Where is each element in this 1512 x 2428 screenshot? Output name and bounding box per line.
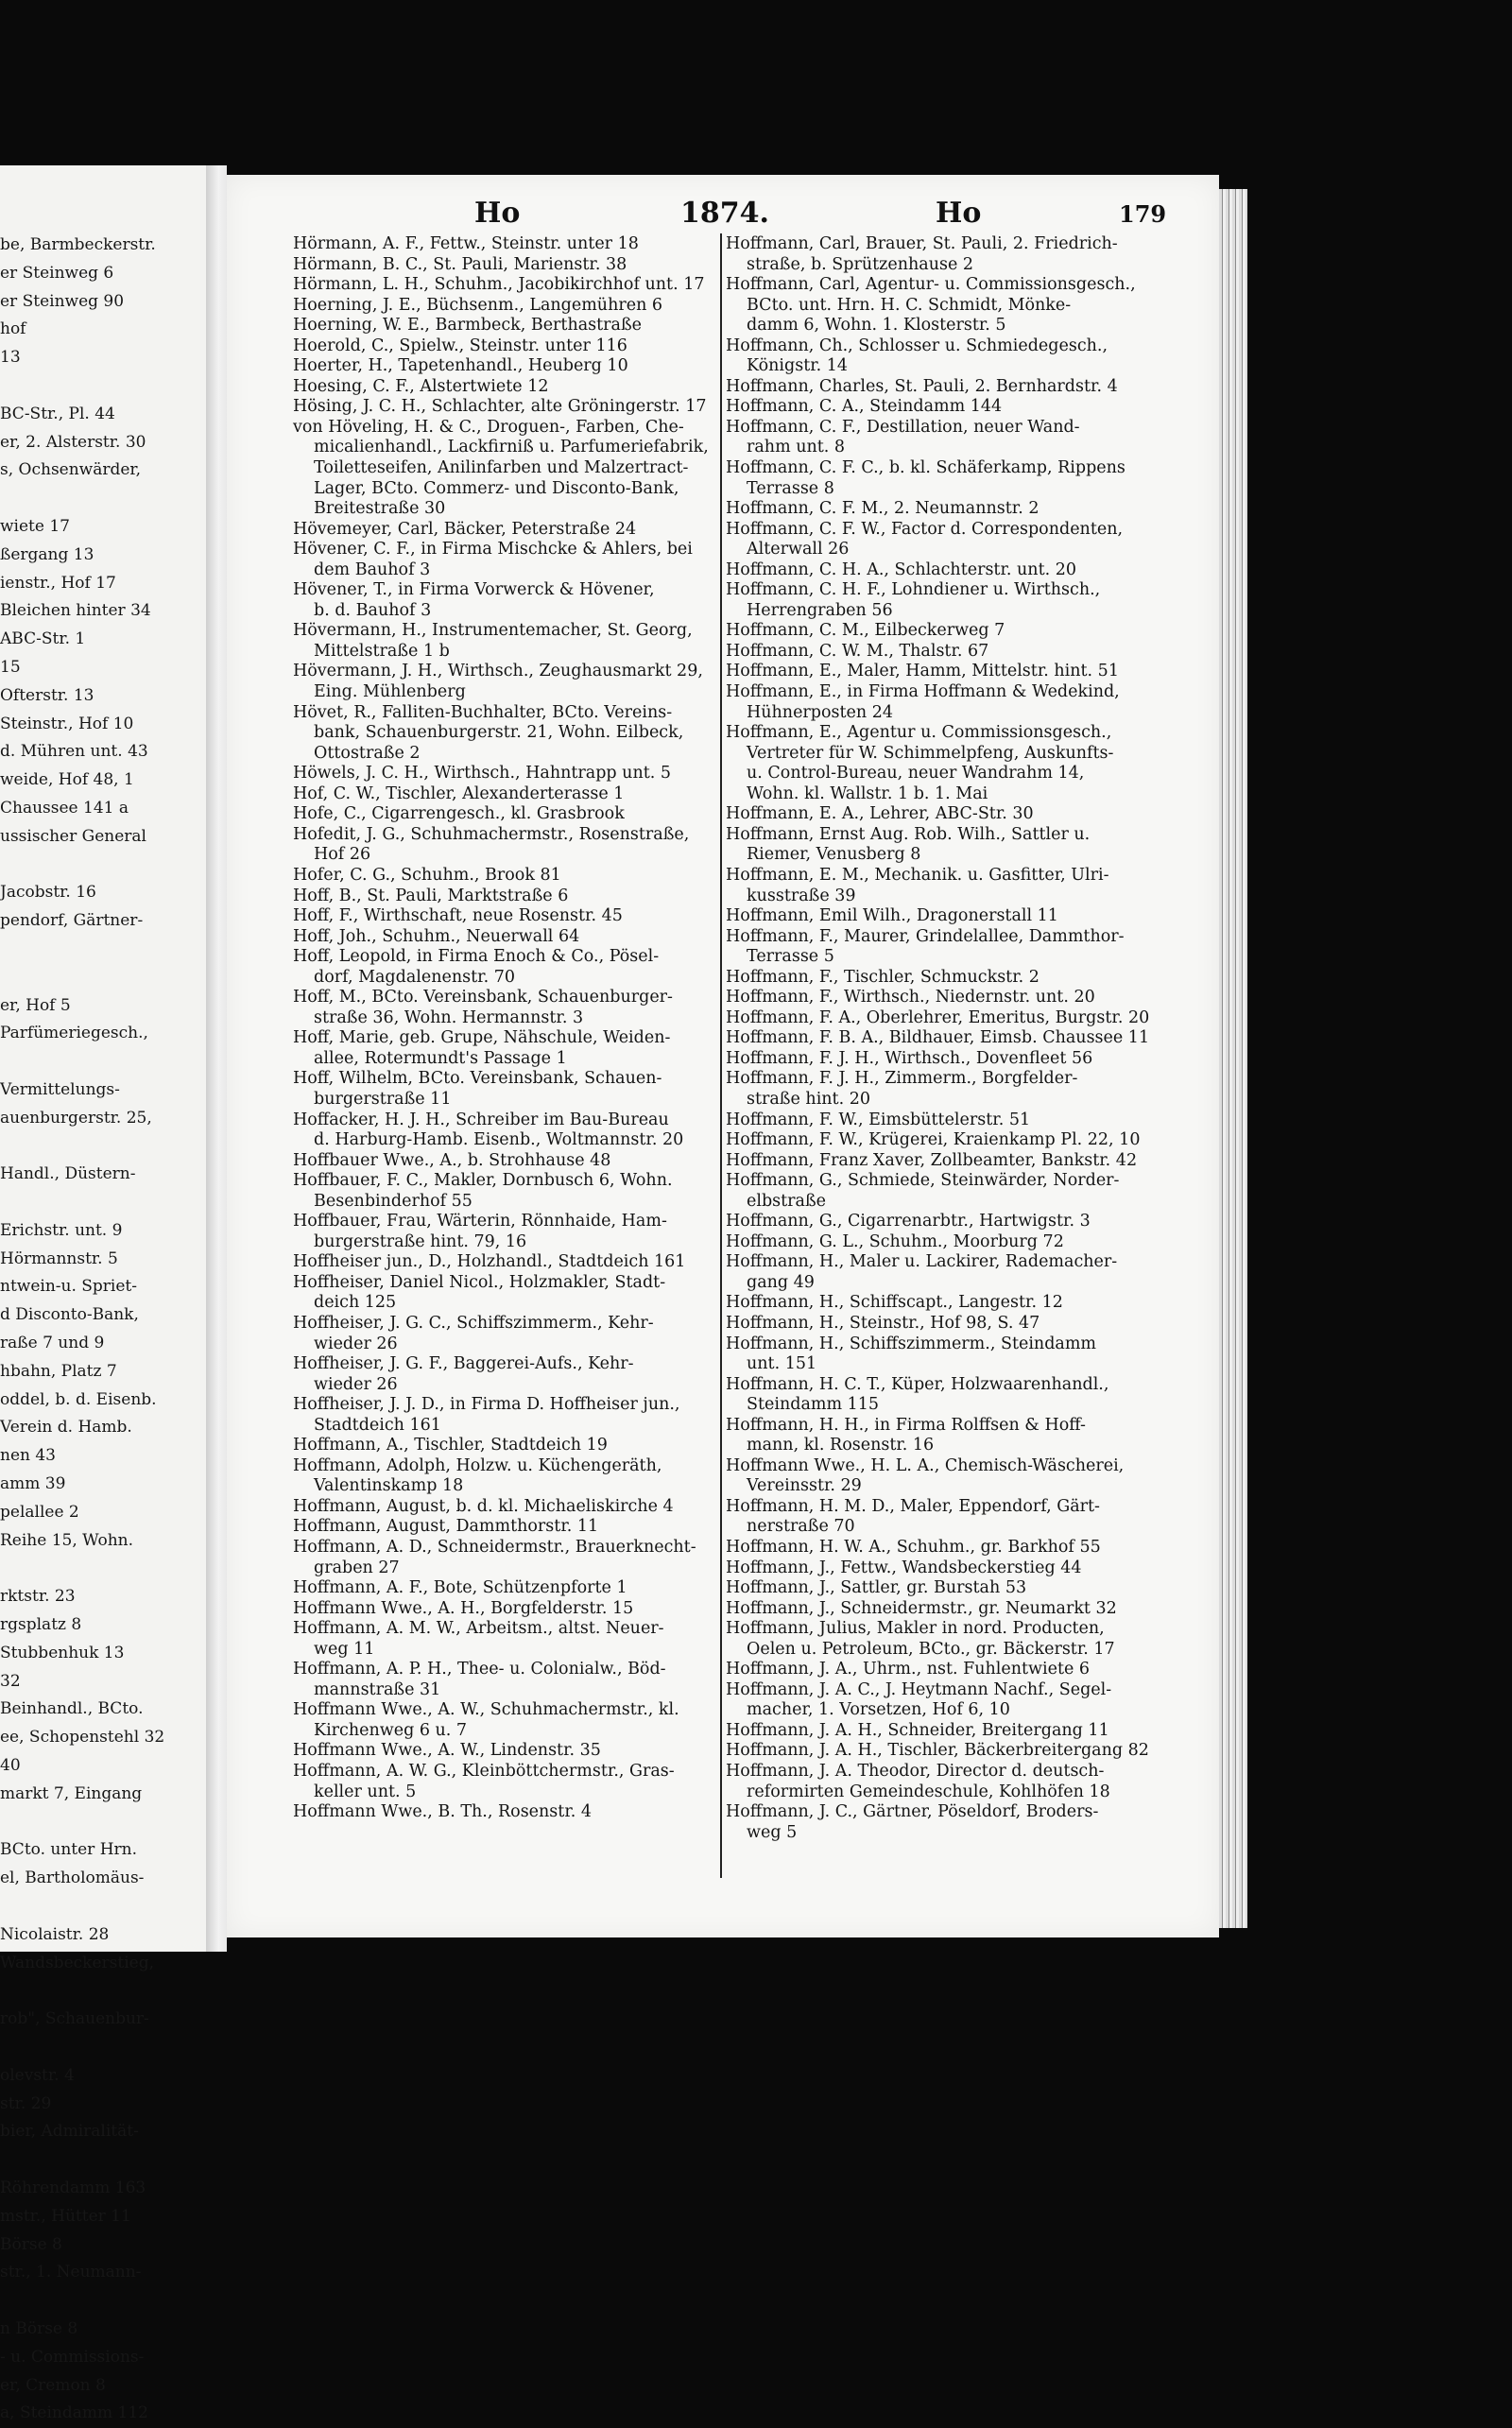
fragment-line — [0, 2287, 203, 2316]
book-gutter — [206, 165, 227, 1952]
previous-page-fragment — [0, 165, 208, 2423]
directory-entry-line: Hoffmann, August, Dammthorstr. 11 — [293, 1517, 599, 1537]
directory-entry-line: Hoffmann, Ernst Aug. Rob. Wilh., Sattler u. — [726, 824, 1091, 844]
fragment-line: d Disconto-Bank, — [0, 1305, 139, 1325]
fragment-line: Bleichen hinter 34 — [0, 601, 151, 621]
page-number: 179 — [1119, 200, 1167, 228]
directory-entry-line: mannstraße 31 — [314, 1679, 441, 1699]
directory-entry-line: Hoffmann, J., Fettw., Wandsbeckerstieg 44 — [726, 1558, 1082, 1577]
directory-entry-line: burgerstraße 11 — [314, 1089, 452, 1109]
directory-entry-line: bank, Schauenburgerstr. 21, Wohn. Eilbeck, — [314, 723, 684, 743]
fragment-line: 32 — [0, 1671, 21, 1691]
directory-entry-line: Hoffmann, A. M. W., Arbeitsm., altst. Neuer- — [293, 1619, 664, 1639]
directory-entry-line: Hoff, M., BCto. Vereinsbank, Schauenburger- — [293, 988, 673, 1007]
directory-entry-line: Kirchenweg 6 u. 7 — [314, 1720, 468, 1740]
directory-entry-line: Hoffmann, F. J. H., Zimmerm., Borgfelder- — [726, 1069, 1078, 1089]
fragment-line: n Börse 8 — [0, 2318, 78, 2338]
fragment-line: str. 29 — [0, 2093, 52, 2113]
fragment-line: er, 2. Alsterstr. 30 — [0, 432, 146, 452]
directory-entry-line: Hoerning, W. E., Barmbeck, Berthastraße — [293, 316, 643, 336]
fragment-line: ussischer General — [0, 826, 146, 846]
directory-entry-line: Hoffmann, C. H. F., Lohndiener u. Wirthsch., — [726, 580, 1101, 600]
fragment-line — [0, 936, 203, 964]
fragment-line: Röhrendamm 163 — [0, 2178, 146, 2197]
directory-entry-line: Hoffmann, E., Agentur u. Commissionsgesch., — [726, 723, 1112, 743]
fragment-line: markt 7, Eingang — [0, 1783, 143, 1803]
directory-entry-line: Hövener, T., in Firma Vorwerck & Hövener, — [293, 580, 655, 600]
directory-entry-line: b. d. Bauhof 3 — [314, 600, 432, 620]
directory-entry-line: Alterwall 26 — [747, 540, 850, 560]
directory-entry-line: Eing. Mühlenberg — [314, 682, 466, 702]
directory-entry-line: nerstraße 70 — [747, 1517, 855, 1537]
stacked-page-edges — [1219, 189, 1247, 1928]
directory-entry-line: Hoffmann, J. A. H., Schneider, Breitergang 11 — [726, 1720, 1109, 1740]
directory-entry-line: Hoffheiser, Daniel Nicol., Holzmakler, Stadt- — [293, 1272, 666, 1292]
directory-entry-line: BCto. unt. Hrn. H. C. Schmidt, Mönke- — [747, 295, 1072, 315]
fragment-line: ienstr., Hof 17 — [0, 573, 116, 593]
directory-entry-line: Hoffmann, F. B. A., Bildhauer, Eimsb. Chaussee 11 — [726, 1028, 1150, 1048]
directory-entry-line: reformirten Gemeindeschule, Kohlhöfen 18 — [747, 1782, 1110, 1801]
fragment-line: ntwein-u. Spriet- — [0, 1277, 138, 1297]
directory-entry-line: Hofedit, J. G., Schuhmachermstr., Rosenstraße, — [293, 824, 690, 844]
directory-entry-line: deich 125 — [314, 1293, 397, 1313]
directory-entry-line: Hövener, C. F., in Firma Mischcke & Ahlers, bei — [293, 540, 693, 560]
fragment-line: olevstr. 4 — [0, 2065, 75, 2085]
directory-entry-line: Hoffbauer, Frau, Wärterin, Rönnhaide, Ham- — [293, 1212, 667, 1231]
directory-entry-line: unt. 151 — [747, 1354, 817, 1374]
directory-entry-line: Hoffmann, C. W. M., Thalstr. 67 — [726, 641, 989, 661]
directory-entry-line: Hoffmann, August, b. d. kl. Michaeliskirche 4 — [293, 1496, 674, 1516]
directory-entry-line: Hoffmann, Carl, Brauer, St. Pauli, 2. Friedrich- — [726, 234, 1118, 253]
directory-entry-line: Hoffmann, G., Schmiede, Steinwärder, Norder- — [726, 1171, 1120, 1191]
fragment-line: Nicolaistr. 28 — [0, 1924, 110, 1944]
directory-entry-line: d. Harburg-Hamb. Eisenb., Woltmannstr. 20 — [314, 1130, 684, 1150]
directory-entry-line: Hövet, R., Falliten-Buchhalter, BCto. Vereins- — [293, 702, 673, 722]
fragment-line — [0, 1048, 203, 1076]
directory-entry-line: Oelen u. Petroleum, BCto., gr. Bäckerstr. 17 — [747, 1639, 1115, 1659]
directory-entry-line: weg 11 — [314, 1639, 375, 1659]
fragment-line: nen 43 — [0, 1446, 56, 1466]
fragment-line: Stubbenhuk 13 — [0, 1643, 125, 1662]
column-divider — [720, 233, 722, 1878]
directory-entry-line: dem Bauhof 3 — [314, 560, 431, 579]
fragment-line — [0, 1133, 203, 1162]
directory-entry-line: Hoffmann, E. M., Mechanik. u. Gasfitter, Ulri- — [726, 865, 1109, 885]
fragment-line: a, Steindamm 112 — [0, 2403, 148, 2423]
fragment-line: Parfümeriegesch., — [0, 1024, 148, 1043]
previous-page-lines — [0, 232, 203, 2428]
directory-entry-line: allee, Rotermundt's Passage 1 — [314, 1048, 567, 1068]
fragment-line: str., 1. Neumann- — [0, 2263, 142, 2282]
fragment-line: er Steinweg 90 — [0, 291, 125, 311]
directory-entry-line: Hoffbauer Wwe., A., b. Strohhause 48 — [293, 1150, 611, 1170]
directory-entry-line: Hoffmann, C. F. C., b. kl. Schäferkamp, Rippens — [726, 458, 1125, 478]
directory-entry-line: Hoffmann, J. A. C., J. Heytmann Nachf., Segel- — [726, 1679, 1112, 1699]
directory-entry-line: mann, kl. Rosenstr. 16 — [747, 1436, 935, 1455]
directory-entry-line: Besenbinderhof 55 — [314, 1191, 472, 1211]
directory-entry-line: Hoffmann, Carl, Agentur- u. Commissionsgesch., — [726, 275, 1136, 295]
directory-entry-line: Hoffmann, J. A. H., Tischler, Bäckerbreitergang 82 — [726, 1741, 1149, 1761]
fragment-line — [0, 1977, 203, 2006]
directory-entry-line: Hoffheiser, J. J. D., in Firma D. Hoffheiser jun., — [293, 1395, 680, 1415]
fragment-line: er Steinweg 6 — [0, 263, 114, 283]
directory-entry-line: Hoffmann, F., Tischler, Schmuckstr. 2 — [726, 967, 1040, 987]
directory-entry-line: Hoffmann, H., Maler u. Lackirer, Rademacher- — [726, 1252, 1118, 1272]
fragment-line: wiete 17 — [0, 516, 70, 536]
directory-entry-line: Hoffmann, A. D., Schneidermstr., Brauerknecht- — [293, 1538, 696, 1557]
fragment-line: Vermittelungs- — [0, 1079, 120, 1099]
directory-entry-line: Hoffmann, H., Schiffszimmerm., Steindamm — [726, 1334, 1097, 1353]
fragment-line: pelallee 2 — [0, 1502, 79, 1522]
directory-entry-line: Hörmann, B. C., St. Pauli, Marienstr. 38 — [293, 254, 627, 274]
directory-entry-line: Hoffmann Wwe., H. L. A., Chemisch-Wäscherei, — [726, 1455, 1125, 1475]
fragment-line: Steinstr., Hof 10 — [0, 714, 134, 733]
directory-entry-line: Hoffacker, H. J. H., Schreiber im Bau-Bureau — [293, 1110, 669, 1129]
directory-entry-line: Hoffmann, F., Maurer, Grindelallee, Dammthor- — [726, 926, 1125, 946]
directory-entry-line: Ottostraße 2 — [314, 743, 421, 763]
directory-entry-line: u. Control-Bureau, neuer Wandrahm 14, — [747, 764, 1085, 784]
directory-entry-line: Hoffmann, A., Tischler, Stadtdeich 19 — [293, 1436, 608, 1455]
directory-entry-line: Hoffmann, A. W. G., Kleinböttchermstr., Gras- — [293, 1762, 675, 1782]
directory-entry-line: damm 6, Wohn. 1. Klosterstr. 5 — [747, 316, 1006, 336]
directory-entry-line: Hoffmann, H. H., in Firma Rolffsen & Hoff- — [726, 1415, 1086, 1435]
directory-entry-line: Hofer, C. G., Schuhm., Brook 81 — [293, 865, 561, 885]
running-head-left: Ho — [474, 197, 521, 230]
directory-entry-line: Hoffmann Wwe., A. W., Schuhmachermstr., kl. — [293, 1700, 679, 1720]
fragment-line: oddel, b. d. Eisenb. — [0, 1389, 157, 1409]
fragment-line: Ofterstr. 13 — [0, 685, 94, 705]
directory-entry-line: Hösing, J. C. H., Schlachter, alte Gröningerstr. 17 — [293, 397, 707, 417]
directory-entry-line: Toiletteseifen, Anilinfarben und Malzertract- — [314, 458, 689, 478]
directory-entry-line: keller unt. 5 — [314, 1782, 417, 1801]
directory-entry-line: Hoffmann, C. M., Eilbeckerweg 7 — [726, 621, 1005, 641]
directory-entry-line: Hof, C. W., Tischler, Alexanderterasse 1 — [293, 784, 625, 803]
running-head-year: 1874. — [680, 197, 769, 230]
directory-entry-line: Hoff, F., Wirthschaft, neue Rosenstr. 45 — [293, 906, 623, 926]
directory-entry-line: Hoffmann, C. F. W., Factor d. Correspondenten, — [726, 519, 1124, 539]
directory-entry-line: Hoffmann, J. A. Theodor, Director d. deutsch- — [726, 1762, 1105, 1782]
fragment-line: Chaussee 141 a — [0, 798, 129, 818]
fragment-line: ßergang 13 — [0, 544, 94, 564]
fragment-line: Beinhandl., BCto. — [0, 1699, 144, 1719]
directory-entry-line: Hoerning, J. E., Büchsenm., Langemühren 6 — [293, 295, 663, 315]
directory-entry-line: Hoffmann, J. C., Gärtner, Pöseldorf, Broders- — [726, 1802, 1099, 1822]
fragment-line: Jacobstr. 16 — [0, 883, 96, 903]
directory-entry-line: Herrengraben 56 — [747, 600, 893, 620]
directory-entry-line: Hövemeyer, Carl, Bäcker, Peterstraße 24 — [293, 519, 637, 539]
fragment-line — [0, 372, 203, 401]
directory-entry-line: Hoffmann, F. W., Krügerei, Kraienkamp Pl. 22, 10 — [726, 1130, 1141, 1150]
fragment-line: 40 — [0, 1756, 21, 1776]
directory-entry-line: gang 49 — [747, 1272, 815, 1292]
directory-entry-line: Hoffmann, F. J. H., Wirthsch., Dovenfleet 56 — [726, 1048, 1093, 1068]
directory-entry-line: Hoffmann, C. F., Destillation, neuer Wand- — [726, 417, 1080, 437]
directory-entry-line: Hoffmann, H. C. T., Küper, Holzwaarenhandl., — [726, 1374, 1109, 1394]
directory-entry-line: Hof 26 — [314, 845, 371, 865]
page-header — [227, 189, 1219, 236]
fragment-line — [0, 485, 203, 513]
running-head-right: Ho — [936, 197, 982, 230]
fragment-line: hbahn, Platz 7 — [0, 1361, 117, 1381]
directory-entry-line: macher, 1. Vorsetzen, Hof 6, 10 — [747, 1700, 1010, 1720]
fragment-line — [0, 964, 203, 992]
directory-entry-line: Hörmann, A. F., Fettw., Steinstr. unter 18 — [293, 234, 639, 253]
fragment-line — [0, 852, 203, 880]
directory-entry-line: Hoff, Wilhelm, BCto. Vereinsbank, Schauen- — [293, 1069, 662, 1089]
fragment-line: Handl., Düstern- — [0, 1164, 136, 1184]
directory-entry-line: Hoffmann, J., Sattler, gr. Burstah 53 — [726, 1578, 1027, 1598]
directory-entry-line: Terrasse 8 — [747, 478, 834, 498]
directory-entry-line: Hoffmann, Franz Xaver, Zollbeamter, Bankstr. 42 — [726, 1150, 1138, 1170]
fragment-line: mstr., Hütter 11 — [0, 2206, 131, 2226]
fragment-line — [0, 1189, 203, 1217]
fragment-line: auenburgerstr. 25, — [0, 1108, 152, 1128]
directory-entry-line: Hoffmann, A. F., Bote, Schützenpforte 1 — [293, 1578, 627, 1598]
directory-entry-line: Hoff, Leopold, in Firma Enoch & Co., Pösel- — [293, 947, 660, 967]
directory-column-left — [293, 234, 784, 1823]
fragment-line: Reihe 15, Wohn. — [0, 1530, 134, 1550]
fragment-line: er, Cremon 8 — [0, 2375, 106, 2395]
directory-entry-line: Hoffmann, Ch., Schlosser u. Schmiedegesch., — [726, 336, 1108, 355]
directory-entry-line: Mittelstraße 1 b — [314, 641, 450, 661]
directory-page — [227, 175, 1219, 1937]
fragment-line: rktstr. 23 — [0, 1587, 76, 1607]
directory-entry-line: Hoffbauer, F. C., Makler, Dornbusch 6, Wohn. — [293, 1171, 673, 1191]
directory-entry-line: Hoffmann, A. P. H., Thee- u. Colonialw., Böd- — [293, 1660, 666, 1679]
fragment-line: BC-Str., Pl. 44 — [0, 404, 115, 423]
fragment-line — [0, 2034, 203, 2062]
fragment-line: Börse 8 — [0, 2234, 62, 2254]
fragment-line — [0, 1555, 203, 1583]
fragment-line: weide, Hof 48, 1 — [0, 770, 134, 790]
fragment-line: Hörmannstr. 5 — [0, 1248, 118, 1268]
directory-entry-line: Riemer, Venusberg 8 — [747, 845, 921, 865]
directory-entry-line: Hoffmann, G. L., Schuhm., Moorburg 72 — [726, 1231, 1064, 1251]
directory-entry-line: Hoffmann, H. M. D., Maler, Eppendorf, Gärt- — [726, 1496, 1100, 1516]
fragment-line: d. Mühren unt. 43 — [0, 742, 148, 762]
directory-entry-line: dorf, Magdalenenstr. 70 — [314, 967, 515, 987]
directory-entry-line: Hoff, Marie, geb. Grupe, Nähschule, Weiden- — [293, 1028, 671, 1048]
fragment-line: 15 — [0, 657, 21, 677]
directory-entry-line: Hoesing, C. F., Alstertwiete 12 — [293, 376, 549, 396]
fragment-line: BCto. unter Hrn. — [0, 1840, 138, 1860]
fragment-line — [0, 1809, 203, 1837]
fragment-line: rob", Schauenbur- — [0, 2009, 149, 2029]
fragment-line: Verein d. Hamb. — [0, 1418, 132, 1438]
directory-entry-line: Hoffmann, Emil Wilh., Dragonerstall 11 — [726, 906, 1058, 926]
directory-entry-line: Hoffmann, Julius, Makler in nord. Producten, — [726, 1619, 1105, 1639]
directory-entry-line: Vertreter für W. Schimmelpfeng, Auskunfts- — [747, 743, 1114, 763]
directory-entry-line: weg 5 — [747, 1822, 798, 1842]
directory-entry-line: Hoffheiser, J. G. C., Schiffszimmerm., Kehr- — [293, 1313, 654, 1333]
directory-entry-line: Hoffmann Wwe., A. H., Borgfelderstr. 15 — [293, 1598, 634, 1618]
directory-entry-line: Hoffheiser jun., D., Holzhandl., Stadtdeich 161 — [293, 1252, 686, 1272]
directory-entry-line: Lager, BCto. Commerz- und Disconto-Bank, — [314, 478, 679, 498]
directory-entry-line: Hoffmann, F. A., Oberlehrer, Emeritus, Burgstr. 20 — [726, 1007, 1150, 1027]
directory-entry-line: Hoff, B., St. Pauli, Marktstraße 6 — [293, 886, 569, 905]
directory-entry-line: von Höveling, H. & C., Droguen-, Farben, Che- — [293, 417, 684, 437]
directory-entry-line: Hoffmann, E., Maler, Hamm, Mittelstr. hint. 51 — [726, 662, 1119, 681]
directory-entry-line: Hoffmann Wwe., A. W., Lindenstr. 35 — [293, 1741, 601, 1761]
directory-entry-line: Stadtdeich 161 — [314, 1415, 441, 1435]
directory-entry-line: graben 27 — [314, 1558, 400, 1577]
directory-entry-line: Vereinsstr. 29 — [747, 1476, 862, 1496]
directory-entry-line: Hoffmann, J., Schneidermstr., gr. Neumarkt 32 — [726, 1598, 1117, 1618]
fragment-line: hof — [0, 319, 26, 339]
directory-entry-line: Hoffmann Wwe., B. Th., Rosenstr. 4 — [293, 1802, 593, 1822]
fragment-line: - u. Commissions- — [0, 2347, 145, 2367]
directory-entry-line: Hoerold, C., Spielw., Steinstr. unter 116 — [293, 336, 627, 355]
directory-entry-line: straße, b. Sprützenhause 2 — [747, 254, 974, 274]
directory-entry-line: Hoffmann, C. F. M., 2. Neumannstr. 2 — [726, 499, 1040, 519]
directory-entry-line: Hoffmann, F. W., Eimsbüttelerstr. 51 — [726, 1110, 1031, 1129]
fragment-line: ABC-Str. 1 — [0, 629, 86, 649]
fragment-line: raße 7 und 9 — [0, 1334, 105, 1353]
directory-entry-line: Hoffmann, Charles, St. Pauli, 2. Bernhardstr. 4 — [726, 376, 1118, 396]
directory-entry-line: Hoffmann, H., Steinstr., Hof 98, S. 47 — [726, 1313, 1040, 1333]
fragment-line: el, Bartholomäus- — [0, 1868, 145, 1888]
directory-entry-line: Hoffmann, E. A., Lehrer, ABC-Str. 30 — [726, 804, 1034, 824]
fragment-line: er, Hof 5 — [0, 995, 71, 1015]
directory-entry-line: elbstraße — [747, 1191, 827, 1211]
directory-entry-line: wieder 26 — [314, 1374, 398, 1394]
directory-entry-line: Hoffheiser, J. G. F., Baggerei-Aufs., Kehr- — [293, 1354, 634, 1374]
fragment-line: Erichstr. unt. 9 — [0, 1220, 123, 1240]
directory-entry-line: Hoerter, H., Tapetenhandl., Heuberg 10 — [293, 356, 628, 376]
directory-entry-line: Hühnerposten 24 — [747, 702, 894, 722]
directory-column-right — [726, 234, 1194, 1843]
directory-entry-line: kusstraße 39 — [747, 886, 856, 905]
fragment-line: be, Barmbeckerstr. — [0, 235, 156, 254]
directory-entry-line: Königstr. 14 — [747, 356, 849, 376]
directory-entry-line: wieder 26 — [314, 1334, 398, 1353]
fragment-line: 13 — [0, 348, 21, 368]
directory-entry-line: burgerstraße hint. 79, 16 — [314, 1231, 527, 1251]
directory-entry-line: Hoffmann, J. A., Uhrm., nst. Fuhlentwiete 6 — [726, 1660, 1091, 1679]
directory-entry-line: Hoffmann, C. H. A., Schlachterstr. unt. 20 — [726, 560, 1076, 579]
fragment-line: s, Ochsenwärder, — [0, 460, 142, 480]
directory-entry-line: Wohn. kl. Wallstr. 1 b. 1. Mai — [747, 784, 988, 803]
directory-entry-line: Hoffmann, E., in Firma Hoffmann & Wedekind, — [726, 682, 1120, 702]
directory-entry-line: Hoffmann, C. A., Steindamm 144 — [726, 397, 1003, 417]
directory-entry-line: Hoffmann, F., Wirthsch., Niedernstr. unt. 20 — [726, 988, 1095, 1007]
directory-entry-line: Breitestraße 30 — [314, 499, 446, 519]
directory-entry-line: Hoffmann, H., Schiffscapt., Langestr. 12 — [726, 1293, 1063, 1313]
directory-entry-line: Hoffmann, H. W. A., Schuhm., gr. Barkhof 55 — [726, 1538, 1101, 1557]
directory-entry-line: Hövermann, H., Instrumentemacher, St. Georg, — [293, 621, 693, 641]
directory-entry-line: Hoffmann, Adolph, Holzw. u. Küchengeräth, — [293, 1455, 662, 1475]
directory-entry-line: rahm unt. 8 — [747, 438, 846, 457]
fragment-line: Wandsbeckerstieg, — [0, 1953, 154, 1972]
directory-entry-line: Höwels, J. C. H., Wirthsch., Hahntrapp unt. 5 — [293, 764, 672, 784]
fragment-line: pendorf, Gärtner- — [0, 911, 144, 931]
directory-entry-line: Terrasse 5 — [747, 947, 834, 967]
directory-entry-line: Hoffmann, G., Cigarrenarbtr., Hartwigstr. 3 — [726, 1212, 1091, 1231]
directory-entry-line: Hörmann, L. H., Schuhm., Jacobikirchhof unt. 17 — [293, 275, 705, 295]
fragment-line: amm 39 — [0, 1474, 66, 1494]
directory-entry-line: Steindamm 115 — [747, 1395, 880, 1415]
fragment-line — [0, 1893, 203, 1921]
fragment-line: bier, Admiralität- — [0, 2122, 139, 2142]
directory-entry-line: micalienhandl., Lackfirniß u. Parfumeriefabrik, — [314, 438, 709, 457]
fragment-line — [0, 2146, 203, 2175]
fragment-line: rgsplatz 8 — [0, 1615, 82, 1635]
directory-entry-line: straße 36, Wohn. Hermannstr. 3 — [314, 1007, 584, 1027]
directory-entry-line: Hövermann, J. H., Wirthsch., Zeughausmarkt 29, — [293, 662, 703, 681]
directory-entry-line: Valentinskamp 18 — [314, 1476, 464, 1496]
directory-entry-line: Hoff, Joh., Schuhm., Neuerwall 64 — [293, 926, 580, 946]
directory-entry-line: Hofe, C., Cigarrengesch., kl. Grasbrook — [293, 804, 625, 824]
directory-entry-line: straße hint. 20 — [747, 1089, 870, 1109]
fragment-line: ee, Schopenstehl 32 — [0, 1728, 165, 1748]
